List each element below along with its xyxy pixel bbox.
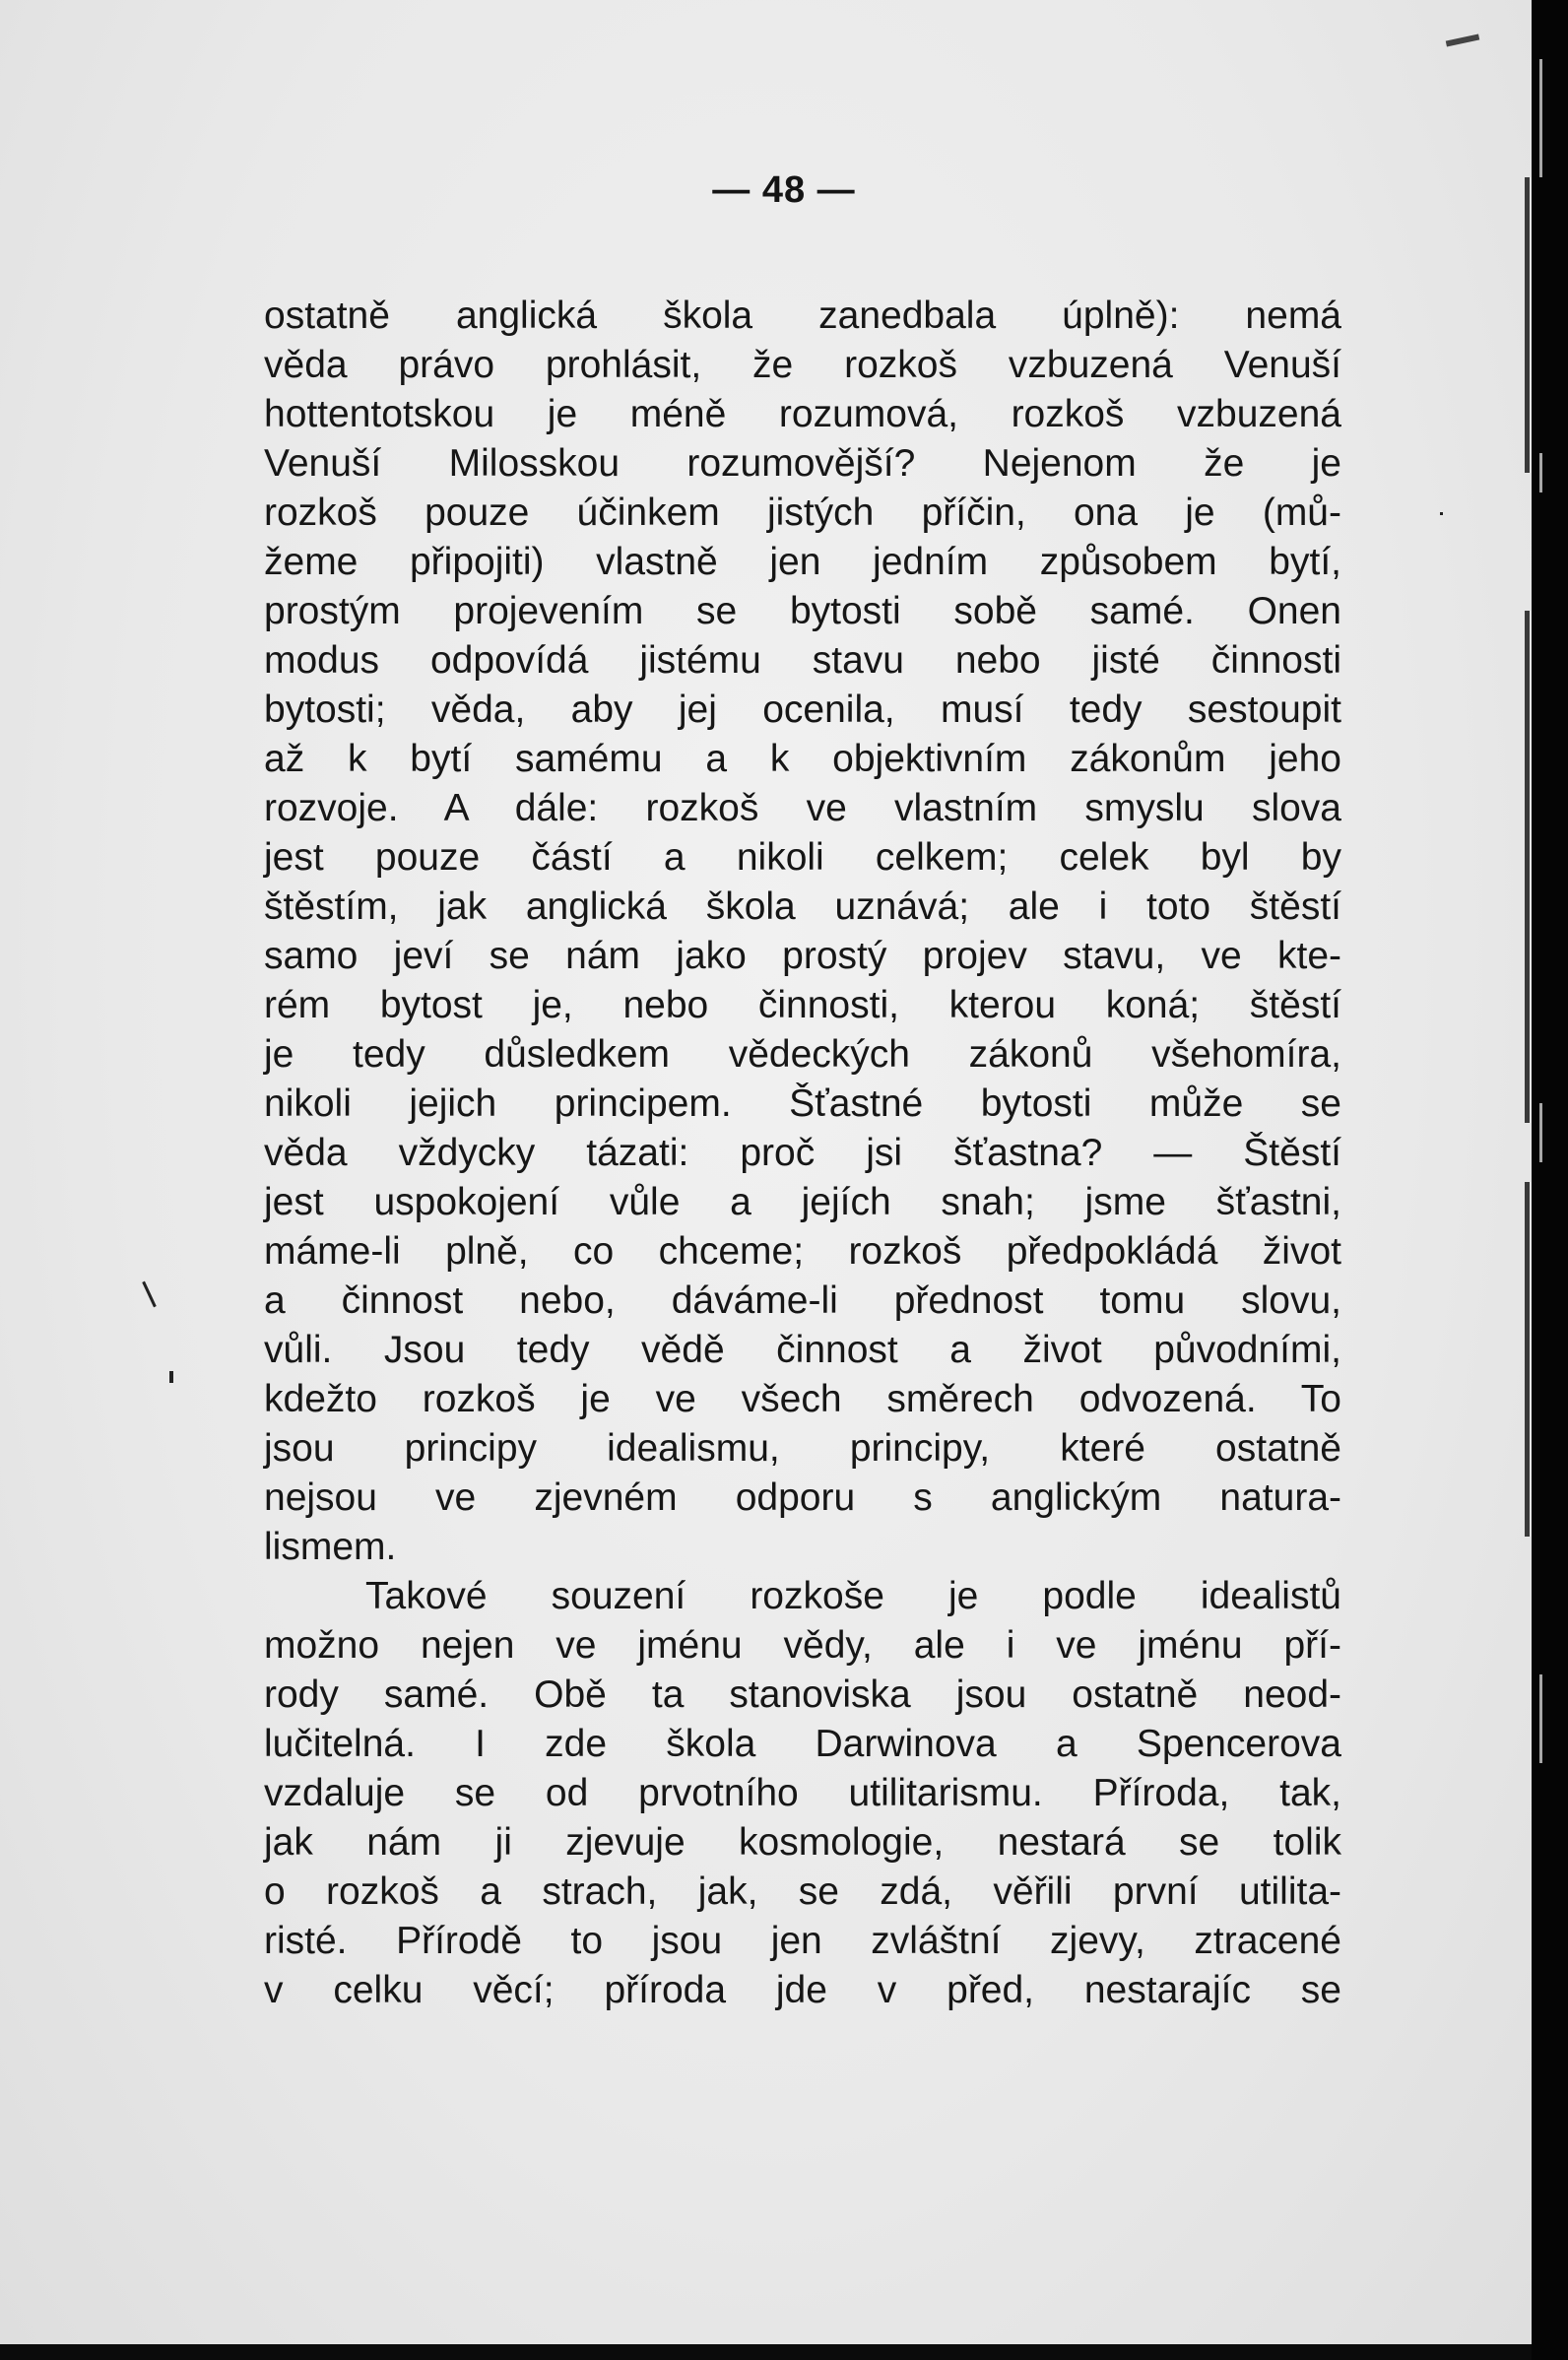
text-line: je tedy důsledkem vědeckých zákonů všehomíra, — [264, 1033, 1341, 1076]
text-line: lučitelná. I zde škola Darwinova a Spencerova — [264, 1723, 1341, 1765]
text-line: vzdaluje se od prvotního utilitarismu. Příroda, tak, — [264, 1772, 1341, 1814]
paragraph-2 — [264, 1572, 1341, 2015]
spine-thread — [1539, 59, 1542, 177]
text-line: o rozkoš a strach, jak, se zdá, věřili první utilita- — [264, 1870, 1341, 1913]
text-line: prostým projevením se bytosti sobě samé. Onen — [264, 590, 1341, 632]
book-spine — [1532, 0, 1568, 2360]
text-line: lismem. — [264, 1526, 397, 1568]
text-line: věda právo prohlásit, že rozkoš vzbuzená Venuší — [264, 344, 1341, 386]
text-line: jest pouze částí a nikoli celkem; celek byl by — [264, 836, 1341, 879]
text-line: rozkoš pouze účinkem jistých příčin, ona je (mů- — [264, 492, 1341, 534]
text-line: rody samé. Obě ta stanoviska jsou ostatně neod- — [264, 1673, 1341, 1716]
scan-speck — [1525, 611, 1530, 1123]
scan-speck — [1446, 34, 1480, 47]
page-number: — 48 — — [712, 169, 856, 211]
text-line: bytosti; věda, aby jej ocenila, musí tedy sestoupit — [264, 688, 1341, 731]
spine-thread — [1539, 1674, 1542, 1763]
text-line: štěstím, jak anglická škola uznává; ale i toto štěstí — [264, 885, 1341, 928]
text-line: jak nám ji zjevuje kosmologie, nestará se tolik — [264, 1821, 1341, 1864]
text-line: vůli. Jsou tedy vědě činnost a život původními, — [264, 1329, 1341, 1371]
spine-thread — [1539, 453, 1542, 492]
text-line: žeme připojiti) vlastně jen jedním způsobem bytí, — [264, 541, 1341, 583]
text-line: jest uspokojení vůle a jejích snah; jsme šťastni, — [264, 1181, 1341, 1223]
scan-speck — [1525, 177, 1530, 473]
text-line: modus odpovídá jistému stavu nebo jisté činnosti — [264, 639, 1341, 682]
text-line: hottentotskou je méně rozumová, rozkoš vzbuzená — [264, 393, 1341, 435]
text-line: risté. Přírodě to jsou jen zvláštní zjevy, ztracené — [264, 1920, 1341, 1962]
text-line: možno nejen ve jménu vědy, ale i ve jménu pří- — [264, 1624, 1341, 1667]
text-line: v celku věcí; příroda jde v před, nestarajíc se — [264, 1969, 1341, 2011]
text-line: máme-li plně, co chceme; rozkoš předpokládá život — [264, 1230, 1341, 1273]
text-line: samo jeví se nám jako prostý projev stavu, ve kte- — [264, 935, 1341, 977]
text-line: rozvoje. A dále: rozkoš ve vlastním smyslu slova — [264, 787, 1341, 829]
scan-speck — [169, 1371, 173, 1383]
text-line: Takové souzení rozkoše je podle idealistů — [365, 1575, 1341, 1617]
text-line: věda vždycky tázati: proč jsi šťastna? — Štěstí — [264, 1132, 1341, 1174]
text-line: až k bytí samému a k objektivním zákonům jeho — [264, 738, 1341, 780]
scan-speck — [142, 1281, 157, 1308]
text-line: nikoli jejich principem. Šťastné bytosti může se — [264, 1082, 1341, 1125]
text-line: rém bytost je, nebo činnosti, kterou koná; štěstí — [264, 984, 1341, 1026]
text-line: nejsou ve zjevném odporu s anglickým natura- — [264, 1476, 1341, 1519]
body-text — [264, 292, 1341, 2015]
paragraph-1 — [264, 292, 1341, 1572]
scan-speck — [1525, 1182, 1530, 1537]
text-line: Venuší Milosskou rozumovější? Nejenom že je — [264, 442, 1341, 485]
scan-speck — [1440, 512, 1443, 515]
text-line: kdežto rozkoš je ve všech směrech odvozená. To — [264, 1378, 1341, 1420]
text-line: ostatně anglická škola zanedbala úplně): nemá — [264, 295, 1341, 337]
text-line: jsou principy idealismu, principy, které ostatně — [264, 1427, 1341, 1470]
text-line: a činnost nebo, dáváme-li přednost tomu slovu, — [264, 1279, 1341, 1322]
spine-thread — [1539, 1103, 1542, 1162]
